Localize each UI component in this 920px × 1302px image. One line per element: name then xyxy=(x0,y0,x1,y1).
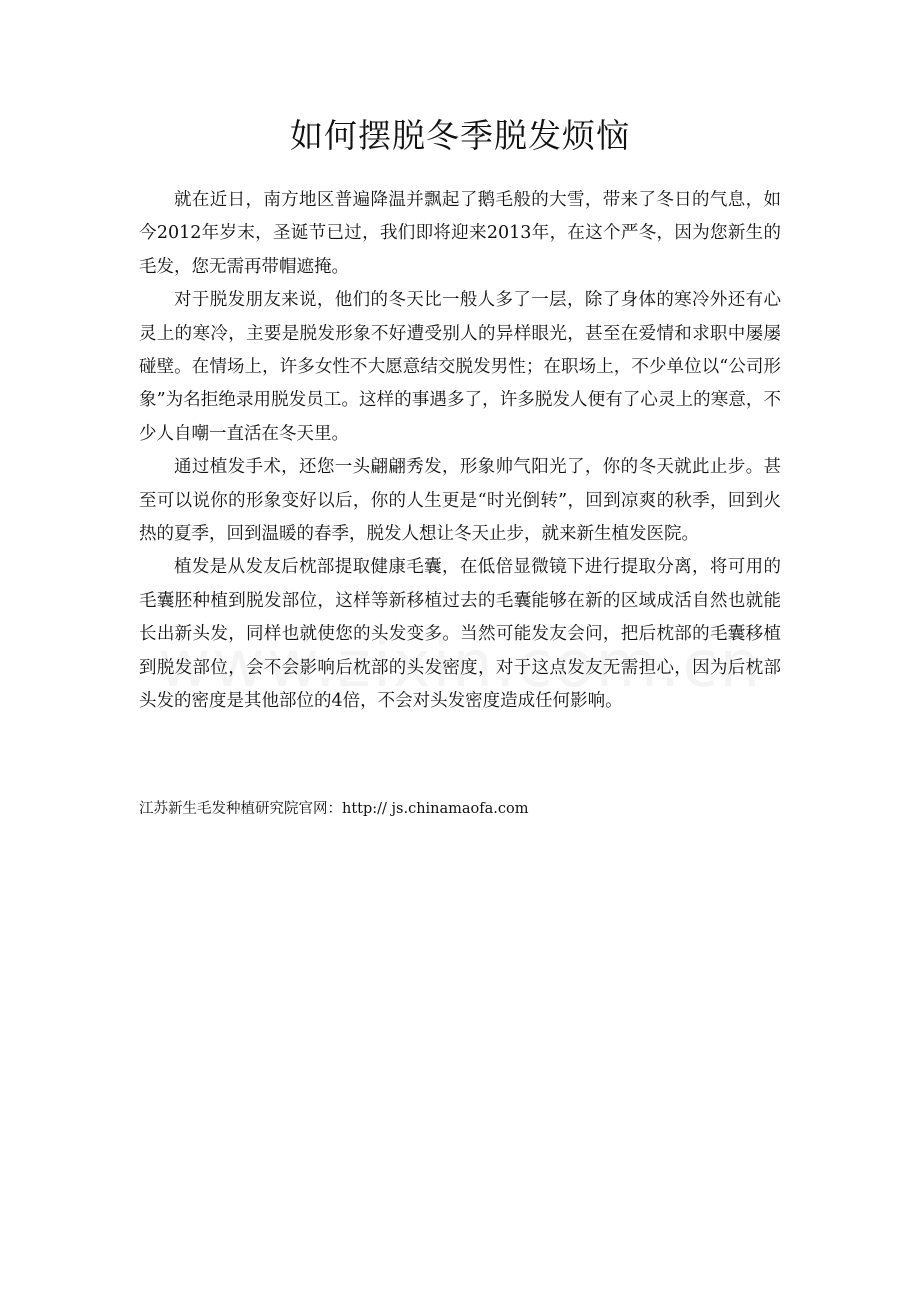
article-body xyxy=(139,184,781,719)
paragraph-4: 植发是从发友后枕部提取健康毛囊，在低倍显微镜下进行提取分离，将可用的毛囊胚种植到脱发部位，这样等新移植过去的毛囊能够在新的区域成活自然也就能长出新头发，同样也就使您的头发变多。当然可能发友会问，把后枕部的毛囊移植到脱发部位，会不会影响后枕部的头发密度，对于这点发友无需担心，因为后枕部头发的密度是其他部位的4倍，不会对头发密度造成任何影响。 xyxy=(139,557,781,712)
paragraph-2: 对于脱发朋友来说，他们的冬天比一般人多了一层，除了身体的寒冷外还有心灵上的寒冷，主要是脱发形象不好遭受别人的异样眼光，甚至在爱情和求职中屡屡碰壁。在情场上，许多女性不大愿意结交脱发男性；在职场上，不少单位以“公司形象”为名拒绝录用脱发员工。这样的事遇多了，许多脱发人便有了心灵上的寒意，不少人自嘲一直活在冬天里。 xyxy=(139,290,781,444)
website-footer: 江苏新生毛发种植研究院官网：http:// js.chinamaofa.com xyxy=(139,801,529,817)
paragraph-1: 就在近日，南方地区普遍降温并飘起了鹅毛般的大雪，带来了冬日的气息，如今2012年岁末，圣诞节已过，我们即将迎来2013年，在这个严冬，因为您新生的毛发，您无需再带帽遮掩。 xyxy=(139,190,781,277)
paragraph-3: 通过植发手术，还您一头翩翩秀发，形象帅气阳光了，你的冬天就此止步。甚至可以说你的形象变好以后，你的人生更是“时光倒转”，回到凉爽的秋季，回到火热的夏季，回到温暖的春季，脱发人想让冬天止步，就来新生植发医院。 xyxy=(139,457,781,545)
document-title: 如何摆脱冬季脱发烦恼 xyxy=(290,116,630,155)
